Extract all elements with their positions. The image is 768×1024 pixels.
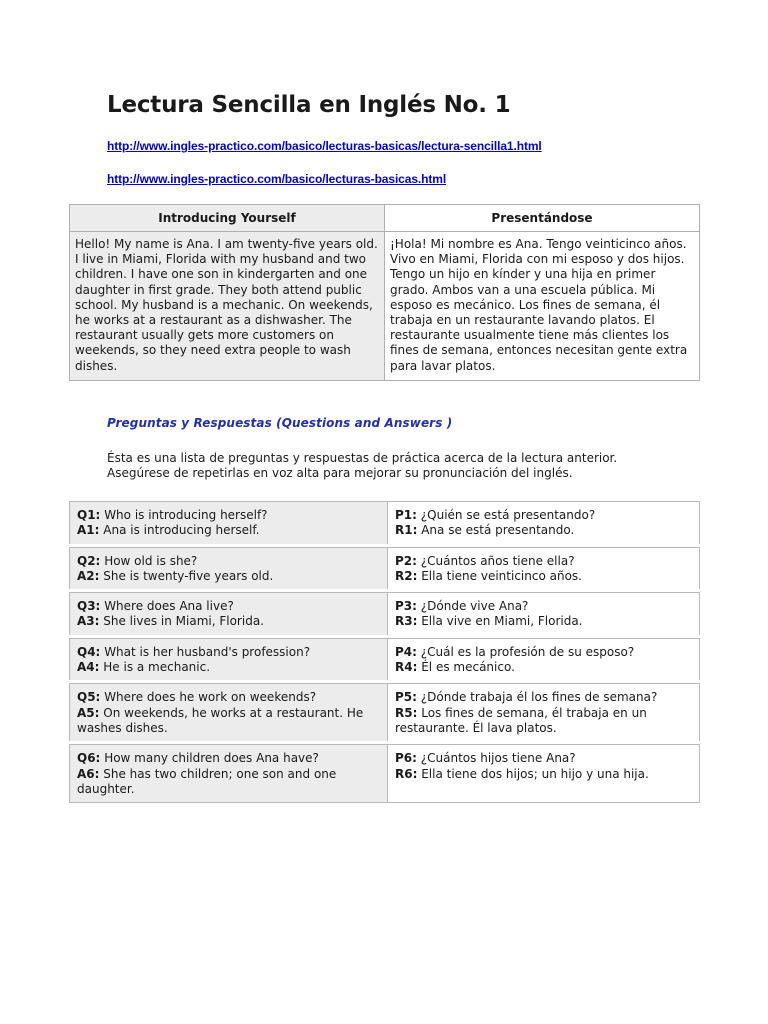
english-qa-cell — [69, 547, 387, 590]
answer-text: On weekends, he works at a restaurant. He washes dishes. — [77, 705, 364, 735]
qa-row — [69, 501, 700, 544]
qa-row — [69, 638, 700, 681]
pregunta-key: P2: — [395, 553, 417, 568]
respuesta-text: Ella tiene dos hijos; un hijo y una hija. — [421, 766, 649, 781]
pregunta-text: ¿Cuántos hijos tiene Ana? — [420, 751, 576, 766]
question-key: Q5: — [77, 690, 101, 705]
english-qa-cell — [69, 638, 387, 681]
answer-key: A1: — [77, 523, 100, 538]
qa-row — [69, 744, 700, 803]
pregunta-key: P4: — [395, 644, 417, 659]
english-header: Introducing Yourself — [70, 205, 385, 232]
question-text: How old is she? — [104, 553, 198, 568]
spanish-text: ¡Hola! Mi nombre es Ana. Tengo veinticinco años. Vivo en Miami, Florida con mi esposo y dos hijos. Tengo un hijo en kínder y una hija en primer grado. Ambos van a una escuela pública. Mi esposo es mecánico. Los fines de semana, él trabaja en un restaurante lavando platos. El restaurante usualmente tiene más clientes los fines de semana, entonces necesitan gente extra para lavar platos. — [385, 232, 700, 381]
answer-text: He is a mechanic. — [103, 660, 211, 675]
respuesta-text: Él es mecánico. — [421, 660, 515, 675]
pregunta-text: ¿Cuántos años tiene ella? — [420, 553, 575, 568]
pregunta-key: P5: — [395, 690, 417, 705]
respuesta-key: R6: — [395, 766, 418, 781]
spanish-qa-cell — [387, 547, 700, 590]
answer-text: She has two children; one son and one daughter. — [77, 766, 337, 796]
respuesta-text: Ana se está presentando. — [421, 523, 575, 538]
answer-text: She is twenty-five years old. — [103, 568, 274, 583]
answer-key: A4: — [77, 660, 100, 675]
question-key: Q2: — [77, 553, 101, 568]
respuesta-key: R4: — [395, 660, 418, 675]
lessons-index-link[interactable]: http://www.ingles-practico.com/basico/lecturas-basicas.html — [107, 172, 447, 186]
spanish-qa-cell — [387, 592, 700, 635]
english-text: Hello! My name is Ana. I am twenty-five years old. I live in Miami, Florida with my husband and two children. I have one son in kindergarten and one daughter in first grade. They both attend public school. My husband is a mechanic. On weekends, he works at a restaurant as a dishwasher. The restaurant usually gets more customers on weekends, so they need extra people to wash dishes. — [70, 232, 385, 381]
question-key: Q6: — [77, 751, 101, 766]
answer-key: A3: — [77, 614, 100, 629]
pregunta-key: P1: — [395, 508, 417, 522]
qa-row — [69, 547, 700, 590]
question-text: Who is introducing herself? — [104, 508, 268, 522]
answer-key: A2: — [77, 568, 100, 583]
qa-row — [69, 683, 700, 741]
question-key: Q1: — [77, 508, 101, 522]
answer-key: A5: — [77, 705, 100, 720]
qa-row — [69, 592, 700, 635]
respuesta-key: R2: — [395, 568, 418, 583]
spanish-qa-cell — [387, 744, 700, 803]
question-text: Where does he work on weekends? — [104, 690, 317, 705]
respuesta-text: Ella tiene veinticinco años. — [421, 568, 582, 583]
spanish-qa-cell — [387, 638, 700, 681]
qa-heading: Preguntas y Respuestas (Questions and Answers ) — [107, 416, 453, 430]
answer-text: Ana is introducing herself. — [103, 523, 260, 538]
pregunta-text: ¿Dónde vive Ana? — [420, 599, 529, 614]
english-qa-cell — [69, 744, 387, 803]
question-key: Q4: — [77, 644, 101, 659]
respuesta-text: Los fines de semana, él trabaja en un restaurante. Él lava platos. — [395, 705, 647, 735]
reading-table — [69, 204, 700, 381]
spanish-header: Presentándose — [385, 205, 700, 232]
respuesta-key: R3: — [395, 614, 418, 629]
qa-table — [69, 501, 700, 803]
pregunta-text: ¿Dónde trabaja él los fines de semana? — [420, 690, 658, 705]
answer-key: A6: — [77, 766, 100, 781]
page-title: Lectura Sencilla en Inglés No. 1 — [107, 92, 511, 118]
qa-intro: Ésta es una lista de preguntas y respuestas de práctica acerca de la lectura anterior. Asegúrese de repetirlas en voz alta para mejorar su pronunciación del inglés. — [107, 451, 618, 481]
english-qa-cell — [69, 501, 387, 544]
respuesta-key: R1: — [395, 523, 418, 538]
question-key: Q3: — [77, 599, 101, 614]
question-text: Where does Ana live? — [104, 599, 234, 614]
english-qa-cell — [69, 683, 387, 741]
pregunta-text: ¿Cuál es la profesión de su esposo? — [420, 644, 635, 659]
respuesta-key: R5: — [395, 705, 418, 720]
answer-text: She lives in Miami, Florida. — [103, 614, 264, 629]
lesson-link[interactable]: http://www.ingles-practico.com/basico/lecturas-basicas/lectura-sencilla1.html — [107, 139, 542, 153]
pregunta-text: ¿Quién se está presentando? — [420, 508, 596, 522]
pregunta-key: P3: — [395, 599, 417, 614]
pregunta-key: P6: — [395, 751, 417, 766]
question-text: What is her husband's profession? — [104, 644, 311, 659]
spanish-qa-cell — [387, 501, 700, 544]
question-text: How many children does Ana have? — [104, 751, 319, 766]
english-qa-cell — [69, 592, 387, 635]
spanish-qa-cell — [387, 683, 700, 741]
respuesta-text: Ella vive en Miami, Florida. — [421, 614, 583, 629]
